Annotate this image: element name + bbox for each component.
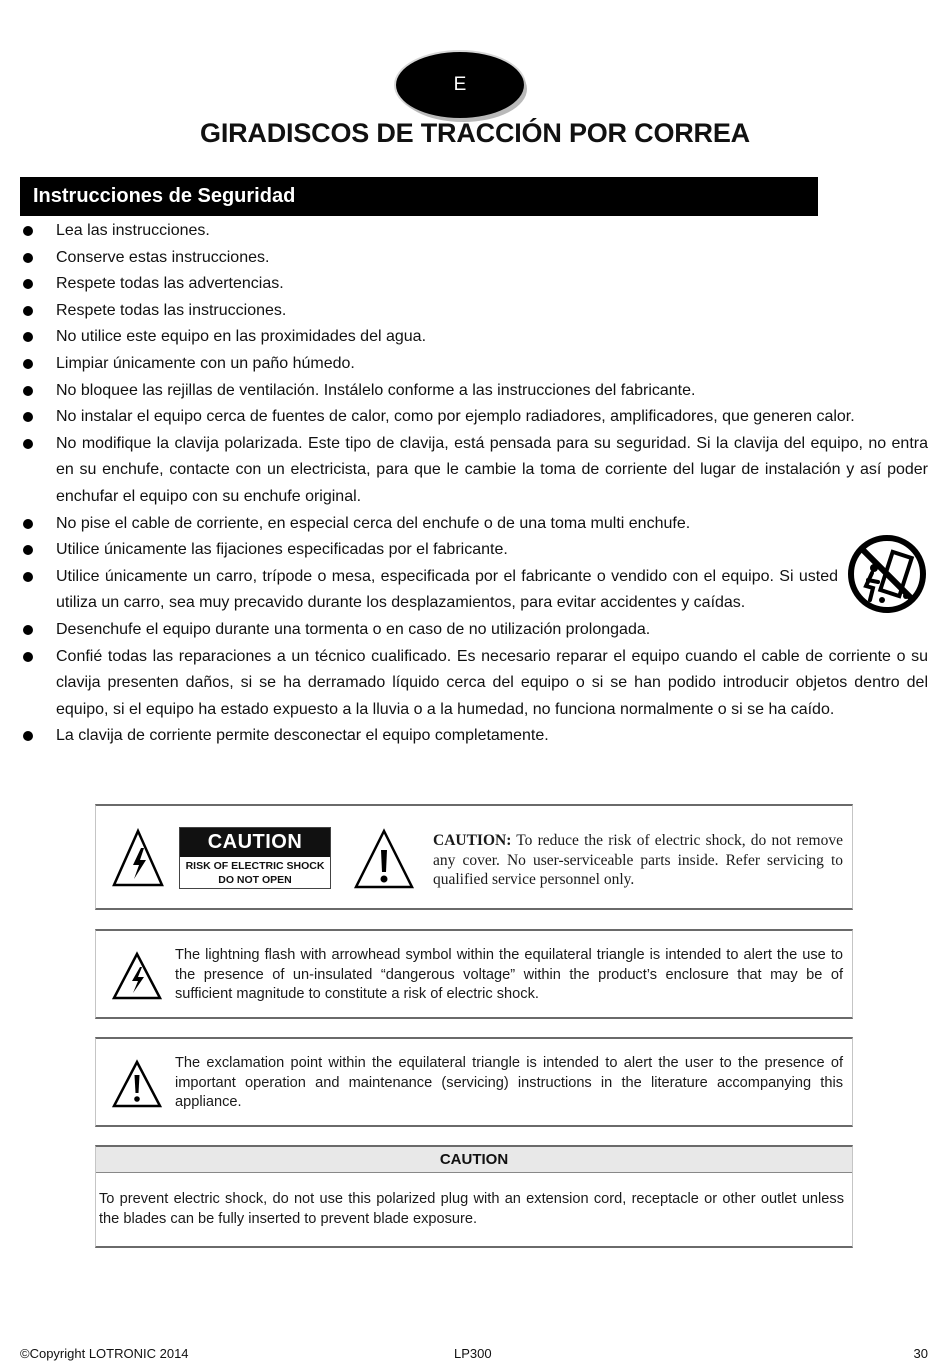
list-item-text: Utilice únicamente las fijaciones especificadas por el fabricante.	[56, 541, 508, 559]
bullet-icon	[23, 439, 33, 449]
safety-instructions-list	[20, 218, 928, 750]
list-item-text: Respete todas las instrucciones.	[56, 301, 287, 319]
lightning-explanation-text: The lightning flash with arrowhead symbol within the equilateral triangle is intended to alert the use to the presence of un-insulated “dangerous voltage” within the product’s enclosure that may be of sufficient magnitude to constitute a risk of electric shock.	[175, 947, 843, 1002]
footer-copyright: ©Copyright LOTRONIC 2014	[20, 1346, 189, 1361]
list-item-text: Desenchufe el equipo durante una tormenta o en caso de no utilización prolongada.	[56, 620, 651, 638]
list-item	[20, 245, 928, 272]
bullet-icon	[23, 359, 33, 369]
bullet-icon	[23, 253, 33, 263]
bullet-icon	[23, 386, 33, 396]
exclamation-explanation-text: The exclamation point within the equilateral triangle is intended to alert the user to the presence of important operation and maintenance (servicing) instructions in the literature accompanying this appliance.	[175, 1055, 843, 1110]
list-item	[20, 644, 928, 724]
polarized-plug-caution-text: To prevent electric shock, do not use this polarized plug with an extension cord, receptacle or other outlet unless the blades can be fully inserted to prevent blade exposure.	[99, 1191, 844, 1227]
list-item	[20, 351, 928, 378]
exclamation-triangle-icon	[112, 1059, 162, 1109]
caution-warning-box	[95, 804, 853, 910]
list-item-text: Utilice únicamente un carro, trípode o mesa, especificada por el fabricante o vendido con el equipo. Si usted utiliza un carro, sea muy precavido durante los desplazamientos, para evitar accidentes y caídas.	[56, 567, 838, 612]
bullet-icon	[23, 306, 33, 316]
language-badge-label: E	[453, 74, 467, 95]
list-item	[20, 271, 928, 298]
list-item	[20, 564, 928, 617]
list-item	[20, 404, 928, 431]
footer-model: LP300	[454, 1346, 492, 1361]
lightning-explanation-box	[95, 929, 853, 1019]
exclamation-triangle-icon	[353, 828, 415, 890]
list-item	[20, 431, 928, 511]
bullet-icon	[23, 731, 33, 741]
list-item-text: Respete todas las advertencias.	[56, 275, 284, 293]
language-badge	[396, 52, 524, 118]
exclamation-explanation-box	[95, 1037, 853, 1127]
bullet-icon	[23, 625, 33, 635]
list-item-text: No instalar el equipo cerca de fuentes de calor, como por ejemplo radiadores, amplificadores, que generen calor.	[56, 408, 855, 426]
list-item	[20, 511, 928, 538]
polarized-plug-caution-heading: CAUTION	[96, 1147, 852, 1173]
caution-body: To reduce the risk of electric shock, do not remove any cover. No user-serviceable parts inside. Refer servicing to qualified service personnel only.	[433, 832, 843, 888]
caution-lead: CAUTION:	[433, 832, 512, 849]
lightning-triangle-icon	[112, 828, 164, 888]
list-item-text: Lea las instrucciones.	[56, 222, 210, 239]
list-item-text: No pise el cable de corriente, en especial cerca del enchufe o de una toma multi enchufe.	[56, 514, 691, 532]
bullet-icon	[23, 572, 33, 582]
lightning-triangle-icon	[112, 951, 162, 1001]
caution-label-head: CAUTION	[180, 828, 330, 857]
list-item-text: No bloquee las rejillas de ventilación. Instálelo conforme a las instrucciones del fabricante.	[56, 381, 696, 399]
page-title: GIRADISCOS DE TRACCIÓN POR CORREA	[200, 118, 750, 148]
bullet-icon	[23, 652, 33, 662]
list-item	[20, 537, 928, 564]
list-item	[20, 298, 928, 325]
list-item-text: Limpiar únicamente con un paño húmedo.	[56, 354, 355, 372]
list-item-text: Conserve estas instrucciones.	[56, 248, 270, 266]
caution-label-line1: RISK OF ELECTRIC SHOCK	[185, 860, 325, 872]
cart-tip-over-warning-icon	[846, 534, 928, 614]
list-item-text: No utilice este equipo en las proximidades del agua.	[56, 328, 427, 346]
list-item	[20, 378, 928, 405]
list-item-text: La clavija de corriente permite desconectar el equipo completamente.	[56, 727, 549, 745]
list-item	[20, 218, 928, 245]
caution-label-line2: DO NOT OPEN	[218, 874, 292, 886]
list-item	[20, 617, 928, 644]
bullet-icon	[23, 519, 33, 529]
bullet-icon	[23, 412, 33, 422]
bullet-icon	[23, 332, 33, 342]
caution-label	[179, 827, 331, 889]
bullet-icon	[23, 545, 33, 555]
list-item	[20, 723, 928, 750]
footer-page-number: 30	[913, 1346, 928, 1361]
list-item-text: No modifique la clavija polarizada. Este tipo de clavija, está pensada para su seguridad. Si la clavija del equipo, no entra en su enchufe, contacte con un electricista, para que le cambie la toma de corriente del lugar de instalación y así poder enchufar el equipo con su enchufe original.	[56, 434, 928, 505]
caution-text	[433, 831, 843, 890]
polarized-plug-caution-box	[95, 1145, 853, 1248]
section-heading: Instrucciones de Seguridad	[20, 177, 818, 216]
list-item	[20, 324, 928, 351]
bullet-icon	[23, 226, 33, 236]
list-item-text: Confié todas las reparaciones a un técnico cualificado. Es necesario reparar el equipo cuando el cable de corriente o su clavija presenten daños, si se ha derramado líquido cerca del equipo o si se han podido introducir objetos dentro del equipo, si el equipo ha estado expuesto a la lluvia o a la humedad, no funciona normalmente o si se ha caído.	[56, 647, 928, 718]
bullet-icon	[23, 279, 33, 289]
